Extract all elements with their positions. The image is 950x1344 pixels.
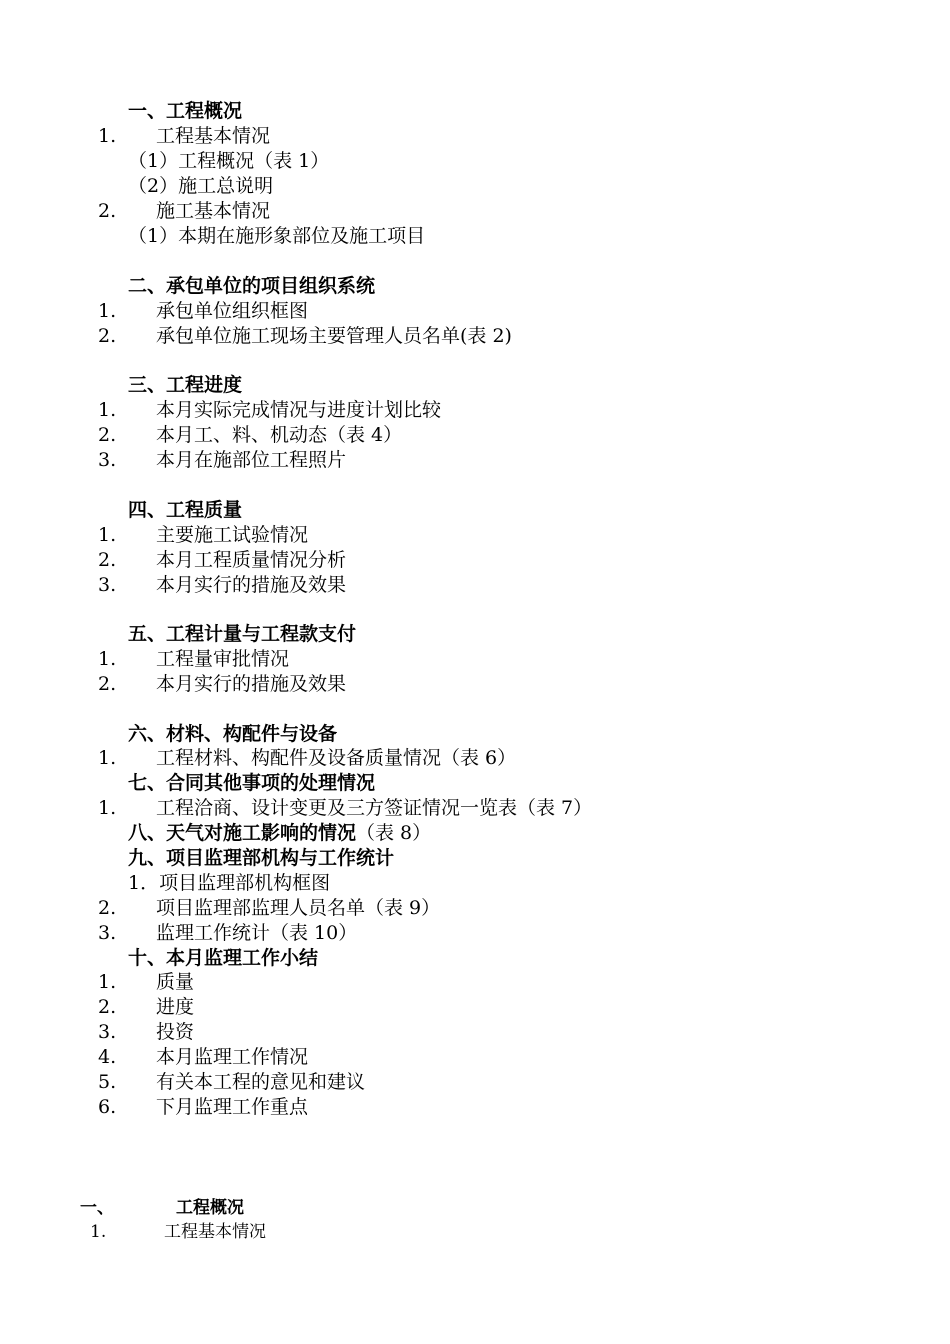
list-item: [0, 970, 950, 995]
list-item: [0, 896, 950, 921]
list-item: [0, 1070, 950, 1095]
item-number: 2.: [98, 200, 117, 222]
list-item: [0, 1045, 950, 1070]
item-text: 进度: [156, 996, 195, 1018]
list-item: [0, 124, 950, 149]
sub-item: （1）本期在施形象部位及施工项目: [128, 225, 426, 247]
sub-item: （1）工程概况（表 1）: [128, 150, 330, 172]
item-number: 2.: [98, 424, 117, 446]
item-number: 3.: [98, 1021, 117, 1043]
item-number: 2.: [98, 549, 117, 571]
section-heading-1: 一、工程概况: [128, 100, 243, 122]
item-text: 工程量审批情况: [156, 648, 290, 670]
list-item: [0, 548, 950, 573]
sub-item: （2）施工总说明: [128, 175, 274, 197]
item-text: 项目监理部监理人员名单（表 9）: [156, 897, 441, 919]
item-text: 工程基本情况: [156, 125, 271, 147]
item-text: 下月监理工作重点: [156, 1096, 309, 1118]
section-heading-8-title: 八、天气对施工影响的情况: [128, 822, 357, 844]
item-text: 监理工作统计（表 10）: [156, 922, 358, 944]
item-number: 2.: [98, 996, 117, 1018]
item-text: 施工基本情况: [156, 200, 271, 222]
list-item: [0, 1095, 950, 1120]
body-item-number: 1.: [90, 1222, 107, 1242]
item-number: 4.: [98, 1046, 117, 1068]
item-text: 投资: [156, 1021, 195, 1043]
list-item: [0, 423, 950, 448]
section-heading-7: 七、合同其他事项的处理情况: [128, 772, 376, 794]
item-number: 2.: [98, 673, 117, 695]
list-item: [0, 199, 950, 224]
list-item: [0, 672, 950, 697]
list-item: [0, 299, 950, 324]
list-item: [0, 995, 950, 1020]
section-heading-3: 三、工程进度: [128, 374, 243, 396]
item-number: 2.: [98, 897, 117, 919]
item-text: 主要施工试验情况: [156, 524, 309, 546]
list-item: [0, 921, 950, 946]
item-text: 本月实际完成情况与进度计划比较: [156, 399, 442, 421]
item-number: 1.: [98, 648, 117, 670]
item-number: 2.: [98, 325, 117, 347]
item-text: 质量: [156, 971, 195, 993]
item-text: 工程材料、构配件及设备质量情况（表 6）: [156, 747, 517, 769]
section-heading-8-suffix: （表 8）: [356, 822, 432, 844]
list-item: [0, 1020, 950, 1045]
item-number: 1.: [98, 125, 117, 147]
item-text: 本月在施部位工程照片: [156, 449, 347, 471]
section-heading-9: 九、项目监理部机构与工作统计: [128, 847, 395, 869]
item-number: 1.: [98, 747, 117, 769]
item-text: 本月工程质量情况分析: [156, 549, 347, 571]
item-text: 承包单位施工现场主要管理人员名单(表 2): [156, 325, 512, 347]
section-heading-10: 十、本月监理工作小结: [128, 947, 319, 969]
item-text: 承包单位组织框图: [156, 300, 309, 322]
item-number: 1.: [98, 797, 117, 819]
item-text: 工程洽商、设计变更及三方签证情况一览表（表 7）: [156, 797, 593, 819]
list-item: [0, 448, 950, 473]
item-number: 1.: [98, 971, 117, 993]
item-number: 3.: [98, 922, 117, 944]
item-number: 1.: [98, 399, 117, 421]
item-number: 1.: [98, 524, 117, 546]
section-heading-8: [128, 821, 431, 846]
list-item: [0, 523, 950, 548]
section-heading-5: 五、工程计量与工程款支付: [128, 623, 357, 645]
list-item: [0, 647, 950, 672]
body-heading-number: 一、: [80, 1198, 114, 1218]
item-text: 有关本工程的意见和建议: [156, 1071, 366, 1093]
item-text: 本月工、料、机动态（表 4）: [156, 424, 403, 446]
item-number: 3.: [98, 449, 117, 471]
item-number: 6.: [98, 1096, 117, 1118]
list-item: [0, 746, 950, 771]
section-heading-4: 四、工程质量: [128, 499, 243, 521]
item-number: 5.: [98, 1071, 117, 1093]
item-text: 本月实行的措施及效果: [156, 574, 347, 596]
body-item-text: 工程基本情况: [164, 1222, 266, 1242]
list-item-inline: 1．项目监理部机构框图: [128, 872, 331, 894]
item-text: 本月实行的措施及效果: [156, 673, 347, 695]
list-item: [0, 573, 950, 598]
section-heading-2: 二、承包单位的项目组织系统: [128, 275, 376, 297]
section-heading-6: 六、材料、构配件与设备: [128, 723, 338, 745]
body-heading-text: 工程概况: [176, 1198, 244, 1218]
item-number: 3.: [98, 574, 117, 596]
item-text: 本月监理工作情况: [156, 1046, 309, 1068]
list-item: [0, 796, 950, 821]
item-number: 1.: [98, 300, 117, 322]
list-item: [0, 324, 950, 349]
list-item: [0, 398, 950, 423]
